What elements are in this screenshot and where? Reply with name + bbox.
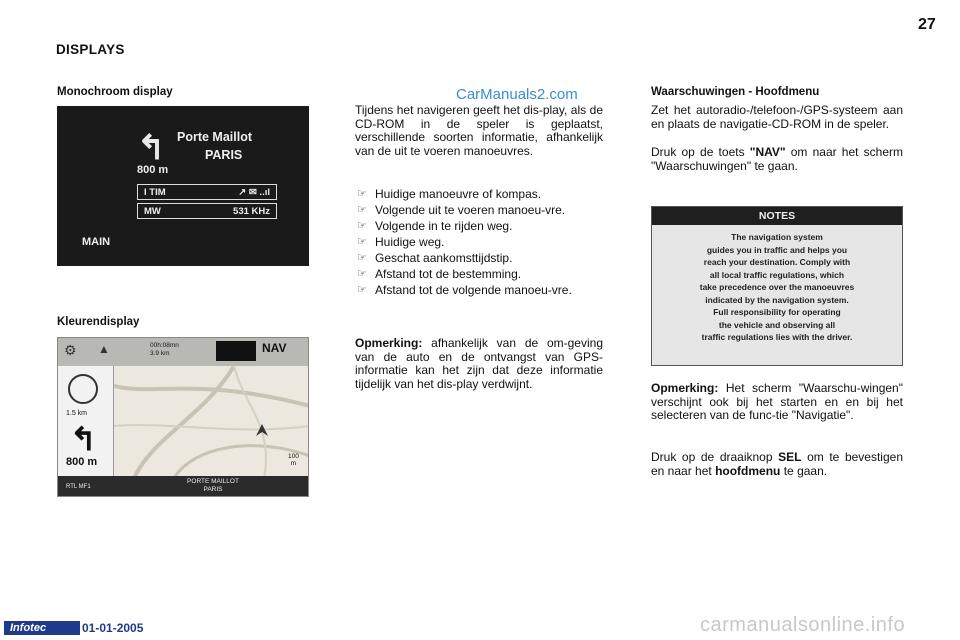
right-note-label: Opmerking: bbox=[651, 381, 719, 395]
infotec-logo: Infotec bbox=[4, 621, 80, 635]
section-title: DISPLAYS bbox=[56, 42, 125, 57]
mono-display-heading: Monochroom display bbox=[57, 86, 173, 98]
map-roads bbox=[114, 366, 309, 478]
roundabout-icon bbox=[68, 374, 98, 404]
mono-mode: MAIN bbox=[82, 236, 111, 248]
turn-distance: 800 m bbox=[66, 456, 98, 468]
watermark-bottom: carmanualsonline.info bbox=[700, 614, 906, 636]
notes-text: The navigation system guides you in traffic and helps you reach your destination. Comply with all local traffic regulations, which take precedence over the manoeuvres indicated by the navigation system. Full responsibility for operating the vehicle and observing all traffic regulations lies with the driver. bbox=[699, 232, 855, 342]
street-name: PORTE MAILLOT bbox=[187, 478, 239, 485]
pointing-hand-icon: ☞ bbox=[357, 268, 367, 280]
pointing-hand-icon: ☞ bbox=[357, 204, 367, 216]
map-scale bbox=[288, 453, 299, 467]
right-note-text: Het scherm "Waarschu-wingen" verschijnt ook bij het starten en en bij het selecteren van de func-tie "Navigatie". bbox=[651, 381, 903, 422]
right-para-1: Zet het autoradio-/telefoon-/GPS-systeem aan en plaats de navigatie-CD-ROM in de speler. bbox=[651, 103, 903, 131]
list-item: ☞ Geschat aankomsttijdstip. bbox=[357, 251, 513, 265]
monochrome-display-image bbox=[57, 106, 309, 266]
right-para-3: Druk op de draaiknop SEL om te bevestigen en naar het hoofdmenu te gaan. bbox=[651, 450, 903, 478]
info-list bbox=[355, 188, 603, 300]
watermark-top: CarManuals2.com bbox=[456, 86, 578, 103]
compass-icon: ▲ bbox=[98, 342, 110, 356]
color-display-heading: Kleurendisplay bbox=[57, 316, 140, 328]
settings-icon: ⚙ bbox=[64, 342, 77, 358]
mono-row2-right: 531 KHz bbox=[233, 206, 270, 217]
turn-left-arrow-icon-color: ↰ bbox=[70, 421, 97, 457]
sel-key: SEL bbox=[778, 450, 802, 464]
list-item: ☞ Afstand tot de bestemming. bbox=[357, 267, 522, 281]
color-eta bbox=[150, 342, 179, 358]
list-item: ☞ Huidige manoeuvre of kompas. bbox=[357, 187, 542, 201]
warnings-heading: Waarschuwingen - Hoofdmenu bbox=[651, 86, 820, 98]
turn-left-arrow-icon: ↰ bbox=[137, 129, 166, 167]
scale-unit: m bbox=[290, 460, 297, 467]
list-item: ☞ Huidige weg. bbox=[357, 235, 445, 249]
mono-distance: 800 m bbox=[137, 164, 169, 176]
pointing-hand-icon: ☞ bbox=[357, 284, 367, 296]
radio-station: RTL MF1 bbox=[66, 484, 91, 490]
color-blank-box bbox=[216, 341, 256, 361]
middle-note bbox=[355, 337, 603, 391]
mono-row1-right: ↗ ✉ ..ıl bbox=[238, 187, 270, 198]
page-number: 27 bbox=[918, 16, 936, 33]
pointing-hand-icon: ☞ bbox=[357, 236, 367, 248]
color-display-image bbox=[57, 337, 309, 497]
color-mode: NAV bbox=[262, 341, 287, 355]
list-item: ☞ Afstand tot de volgende manoeu-vre. bbox=[357, 283, 572, 297]
main-menu-term: hoofdmenu bbox=[715, 463, 781, 478]
notes-title: NOTES bbox=[652, 207, 902, 225]
scale-value: 100 bbox=[288, 453, 299, 460]
pointing-hand-icon: ☞ bbox=[357, 220, 367, 232]
note-label: Opmerking: bbox=[355, 336, 423, 350]
nav-key: "NAV" bbox=[749, 145, 786, 159]
city-name: PARIS bbox=[203, 486, 223, 493]
list-item: ☞ Volgende uit te voeren manoeu-vre. bbox=[357, 203, 566, 217]
note-text: afhankelijk van de om-geving van de auto en de ontvangst van GPS-informatie kan het zijn dat deze informatie tijdelijk van het dis-play verdwijnt. bbox=[355, 336, 603, 391]
mono-row2-left: MW bbox=[144, 206, 161, 217]
mono-city: PARIS bbox=[205, 148, 243, 162]
eta-value: 00h:08mn bbox=[150, 342, 179, 349]
next-distance: 1.5 km bbox=[66, 410, 88, 417]
pointing-hand-icon: ☞ bbox=[357, 252, 367, 264]
color-street bbox=[168, 478, 258, 494]
pointing-hand-icon: ☞ bbox=[357, 188, 367, 200]
mono-row1-left: I TIM bbox=[144, 187, 166, 198]
right-para-2: Druk op de toets "NAV" om naar het scherm "Waarschuwingen" te gaan. bbox=[651, 145, 903, 173]
mono-street: Porte Maillot bbox=[177, 130, 253, 144]
footer-date: 01-01-2005 bbox=[82, 621, 144, 635]
mono-status-row bbox=[137, 184, 277, 200]
notes-screen-image bbox=[651, 206, 903, 366]
intro-paragraph: Tijdens het navigeren geeft het dis-play, als de CD-ROM in de speler is geplaatst, verschillende soorten informatie, afhankelijk van de uit te voeren manoeuvres. bbox=[355, 103, 603, 158]
right-note bbox=[651, 382, 903, 423]
list-item: ☞ Volgende in te rijden weg. bbox=[357, 219, 513, 233]
mono-radio-row bbox=[137, 203, 277, 219]
remaining-distance: 3.9 km bbox=[150, 350, 170, 357]
